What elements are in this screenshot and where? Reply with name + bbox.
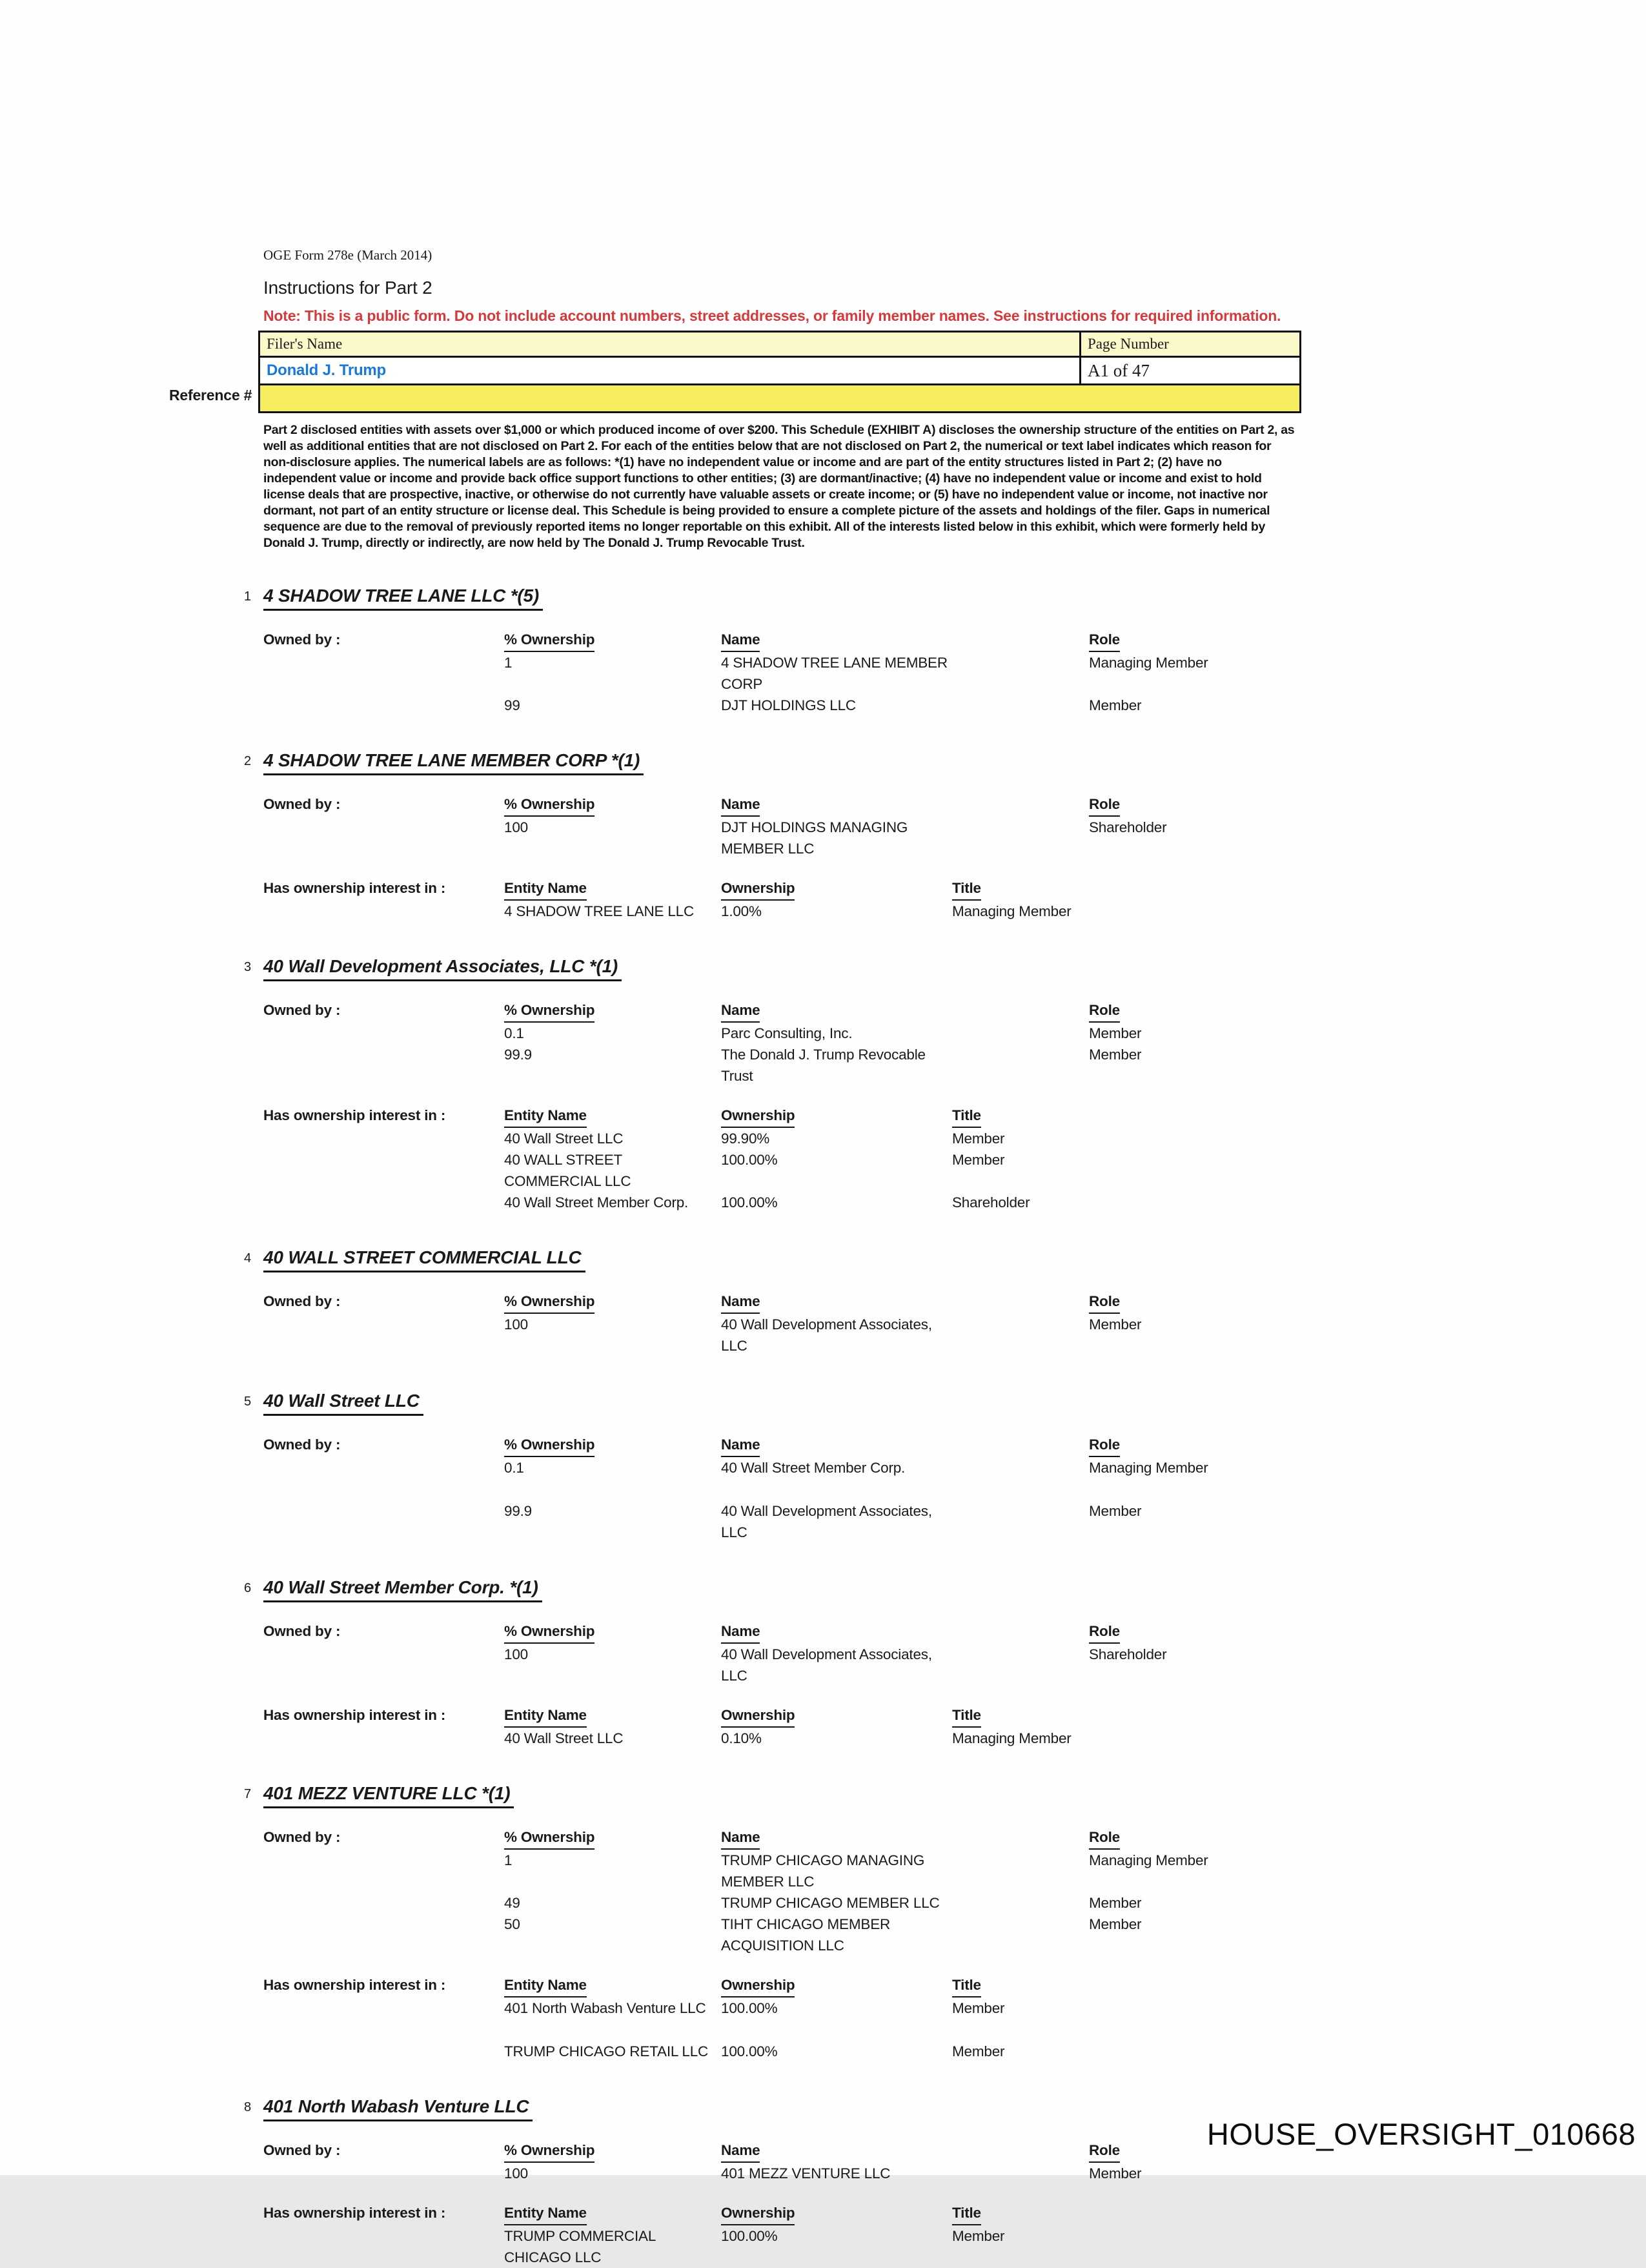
document-content bbox=[169, 247, 1297, 2268]
ownership-pct: 100.00% bbox=[721, 1194, 778, 1211]
column-header-role bbox=[1089, 1826, 1297, 1850]
owner-role: Member bbox=[1089, 1025, 1142, 1041]
column-header-ownership bbox=[721, 1105, 952, 1128]
owned-by-label: Owned by : bbox=[263, 1436, 341, 1453]
form-number: OGE Form 278e (March 2014) bbox=[263, 247, 432, 263]
pct-ownership-value: 50 bbox=[504, 1916, 520, 1932]
owner-name: 4 SHADOW TREE LANE MEMBER CORP bbox=[721, 655, 948, 692]
owner-name-cell bbox=[721, 2163, 1089, 2184]
ownership-row bbox=[263, 2163, 1297, 2184]
column-header-entity-name-text: Entity Name bbox=[504, 1704, 587, 1728]
owned-by-header-row bbox=[263, 1291, 1297, 1314]
section-title-row bbox=[244, 750, 1297, 775]
column-header-title-text: Title bbox=[952, 1704, 981, 1728]
column-header-title bbox=[952, 1974, 1297, 1997]
entity-name-cell bbox=[504, 901, 721, 922]
column-header-entity-name-text: Entity Name bbox=[504, 1974, 587, 1997]
column-header-name bbox=[721, 629, 1089, 652]
ownership-row bbox=[263, 1850, 1297, 1892]
row-spacer bbox=[263, 1997, 504, 2019]
entity-section bbox=[244, 750, 1297, 922]
row-spacer bbox=[263, 2225, 504, 2268]
ownership-row bbox=[263, 1500, 1297, 1543]
column-header-name bbox=[721, 1434, 1089, 1457]
column-header-pct-ownership-text: % Ownership bbox=[504, 1620, 594, 1644]
owned-by-header-row bbox=[263, 1826, 1297, 1850]
row-spacer bbox=[263, 695, 504, 716]
ownership-row bbox=[263, 1314, 1297, 1356]
entity-section bbox=[244, 1247, 1297, 1356]
column-header-ownership bbox=[721, 877, 952, 901]
entity-name: 40 Wall Street LLC bbox=[504, 1130, 624, 1147]
column-header-pct-ownership-text: % Ownership bbox=[504, 629, 594, 652]
column-header-ownership bbox=[721, 1704, 952, 1728]
column-header-role bbox=[1089, 1620, 1297, 1644]
owner-role: Member bbox=[1089, 1503, 1142, 1519]
interest-row bbox=[263, 1728, 1297, 1749]
pct-ownership-value: 99.9 bbox=[504, 1047, 532, 1063]
column-header-role-text: Role bbox=[1089, 1620, 1120, 1644]
owner-name: TRUMP CHICAGO MEMBER LLC bbox=[721, 1895, 940, 1911]
row-spacer bbox=[263, 1457, 504, 1478]
owner-name: The Donald J. Trump Revocable Trust bbox=[721, 1047, 926, 1084]
section-title-row bbox=[244, 2096, 1297, 2121]
section-title-row bbox=[244, 1577, 1297, 1602]
owner-role: Managing Member bbox=[1089, 1460, 1208, 1476]
owner-role: Shareholder bbox=[1089, 1646, 1167, 1662]
entity-name: 40 WALL STREET COMMERCIAL LLC bbox=[504, 1152, 631, 1189]
ownership-row bbox=[263, 1457, 1297, 1478]
has-interest-header-row bbox=[263, 1974, 1297, 1997]
column-header-pct-ownership-text: % Ownership bbox=[504, 999, 594, 1023]
owner-name: DJT HOLDINGS MANAGING MEMBER LLC bbox=[721, 819, 908, 857]
column-header-role-text: Role bbox=[1089, 1826, 1120, 1850]
column-header-pct-ownership bbox=[504, 1620, 721, 1644]
pct-ownership-value: 100 bbox=[504, 1646, 528, 1662]
column-header-ownership-text: Ownership bbox=[721, 1974, 795, 1997]
column-header-ownership-text: Ownership bbox=[721, 2202, 795, 2225]
section-number: 4 bbox=[244, 1251, 251, 1265]
owner-name-cell bbox=[721, 1500, 1089, 1543]
row-spacer bbox=[263, 1044, 504, 1087]
entity-name: 401 North Wabash Venture LLC bbox=[504, 2000, 706, 2016]
row-spacer bbox=[263, 1149, 504, 1192]
column-header-title-text: Title bbox=[952, 2202, 981, 2225]
owned-by-header-row bbox=[263, 629, 1297, 652]
column-header-pct-ownership-text: % Ownership bbox=[504, 1434, 594, 1457]
owner-name: TIHT CHICAGO MEMBER ACQUISITION LLC bbox=[721, 1916, 891, 1954]
section-title-row bbox=[244, 1390, 1297, 1416]
reference-number-field bbox=[259, 385, 1301, 413]
column-header-pct-ownership bbox=[504, 1434, 721, 1457]
has-interest-label: Has ownership interest in : bbox=[263, 1707, 446, 1723]
column-header-name bbox=[721, 999, 1089, 1023]
column-header-entity-name-text: Entity Name bbox=[504, 1105, 587, 1128]
ownership-pct: 100.00% bbox=[721, 1152, 778, 1168]
has-interest-header-row bbox=[263, 877, 1297, 901]
has-interest-header-row bbox=[263, 1704, 1297, 1728]
pct-ownership-value: 99.9 bbox=[504, 1503, 532, 1519]
title-value: Member bbox=[952, 2228, 1005, 2244]
owned-by-label: Owned by : bbox=[263, 631, 341, 648]
owner-role: Managing Member bbox=[1089, 1852, 1208, 1868]
section-number: 3 bbox=[244, 960, 251, 974]
owner-name: 40 Wall Development Associates, LLC bbox=[721, 1646, 932, 1684]
section-title: 40 Wall Street LLC bbox=[263, 1390, 423, 1416]
column-header-role bbox=[1089, 999, 1297, 1023]
column-header-name-text: Name bbox=[721, 1291, 760, 1314]
column-header-entity-name-text: Entity Name bbox=[504, 2202, 587, 2225]
row-spacer bbox=[263, 1192, 504, 1213]
section-number: 7 bbox=[244, 1787, 251, 1801]
owner-name-cell bbox=[721, 1023, 1089, 1044]
column-header-role-text: Role bbox=[1089, 1434, 1120, 1457]
ownership-pct: 99.90% bbox=[721, 1130, 770, 1147]
column-header-role-text: Role bbox=[1089, 793, 1120, 817]
row-spacer bbox=[263, 1314, 504, 1356]
entity-name-cell bbox=[504, 2225, 721, 2268]
owner-role: Member bbox=[1089, 2165, 1142, 2181]
row-spacer bbox=[263, 1644, 504, 1686]
entity-name-cell bbox=[504, 2041, 721, 2062]
page-title: Instructions for Part 2 bbox=[263, 278, 432, 298]
column-header-name-text: Name bbox=[721, 1826, 760, 1850]
ownership-pct: 1.00% bbox=[721, 903, 762, 919]
entity-section bbox=[244, 1783, 1297, 2062]
has-interest-label: Has ownership interest in : bbox=[263, 1977, 446, 1993]
has-interest-label: Has ownership interest in : bbox=[263, 880, 446, 896]
column-header-entity-name bbox=[504, 1105, 721, 1128]
column-header-role-text: Role bbox=[1089, 999, 1120, 1023]
row-spacer bbox=[263, 1023, 504, 1044]
owner-name-cell bbox=[721, 1314, 1089, 1356]
title-value: Member bbox=[952, 2043, 1005, 2059]
entity-section bbox=[244, 1577, 1297, 1749]
owner-name-cell bbox=[721, 1850, 1089, 1892]
column-header-ownership-text: Ownership bbox=[721, 1105, 795, 1128]
page-number-value: A1 of 47 bbox=[1088, 360, 1150, 380]
owner-name-cell bbox=[721, 1914, 1089, 1956]
owner-name: TRUMP CHICAGO MANAGING MEMBER LLC bbox=[721, 1852, 925, 1890]
ownership-pct: 100.00% bbox=[721, 2043, 778, 2059]
owner-name-cell bbox=[721, 652, 1089, 695]
owner-name-cell bbox=[721, 1644, 1089, 1686]
ownership-row bbox=[263, 1044, 1297, 1087]
owner-name: 40 Wall Development Associates, LLC bbox=[721, 1316, 932, 1354]
row-spacer bbox=[263, 2163, 504, 2184]
owned-by-label: Owned by : bbox=[263, 1829, 341, 1845]
has-interest-label: Has ownership interest in : bbox=[263, 1107, 446, 1123]
owner-role: Member bbox=[1089, 697, 1142, 713]
section-title: 40 Wall Development Associates, LLC *(1) bbox=[263, 955, 622, 981]
interest-row bbox=[263, 1149, 1297, 1192]
column-header-ownership-text: Ownership bbox=[721, 877, 795, 901]
column-header-title-text: Title bbox=[952, 877, 981, 901]
owned-by-header-row bbox=[263, 1434, 1297, 1457]
entity-name-cell bbox=[504, 1149, 721, 1192]
pct-ownership-value: 100 bbox=[504, 1316, 528, 1333]
bates-number: HOUSE_OVERSIGHT_010668 bbox=[1206, 2117, 1636, 2151]
owned-by-header-row bbox=[263, 2140, 1297, 2163]
column-header-entity-name bbox=[504, 1974, 721, 1997]
entity-name: TRUMP COMMERCIAL CHICAGO LLC bbox=[504, 2228, 656, 2265]
section-title: 4 SHADOW TREE LANE MEMBER CORP *(1) bbox=[263, 750, 644, 775]
column-header-name-text: Name bbox=[721, 999, 760, 1023]
pct-ownership-value: 1 bbox=[504, 1852, 513, 1868]
entity-section bbox=[244, 955, 1297, 1213]
entity-name-cell bbox=[504, 1997, 721, 2019]
column-header-pct-ownership bbox=[504, 2140, 721, 2163]
section-number: 8 bbox=[244, 2100, 251, 2114]
column-header-pct-ownership-text: % Ownership bbox=[504, 2140, 594, 2163]
column-header-title bbox=[952, 1105, 1297, 1128]
owner-role: Shareholder bbox=[1089, 819, 1167, 835]
title-value: Managing Member bbox=[952, 1730, 1072, 1746]
entity-name: TRUMP CHICAGO RETAIL LLC bbox=[504, 2043, 709, 2059]
filer-table-wrap bbox=[169, 331, 1297, 413]
column-header-pct-ownership bbox=[504, 1291, 721, 1314]
column-header-role bbox=[1089, 629, 1297, 652]
has-interest-label: Has ownership interest in : bbox=[263, 2205, 446, 2221]
entity-section bbox=[244, 585, 1297, 716]
column-header-name-text: Name bbox=[721, 2140, 760, 2163]
owner-role: Managing Member bbox=[1089, 655, 1208, 671]
ownership-row bbox=[263, 1023, 1297, 1044]
entity-name: 40 Wall Street LLC bbox=[504, 1730, 624, 1746]
column-header-role bbox=[1089, 1434, 1297, 1457]
column-header-pct-ownership bbox=[504, 629, 721, 652]
column-header-name bbox=[721, 2140, 1089, 2163]
entity-section bbox=[244, 2096, 1297, 2268]
ownership-row bbox=[263, 652, 1297, 695]
ownership-pct: 0.10% bbox=[721, 1730, 762, 1746]
section-title-row bbox=[244, 1783, 1297, 1808]
row-spacer bbox=[263, 901, 504, 922]
interest-row bbox=[263, 2041, 1297, 2062]
intro-paragraph: Part 2 disclosed entities with assets over $1,000 or which produced income of over $200. This Schedule (EXHIBIT A) discloses the ownership structure of the entities on Part 2, as well as additional entities that are not disclosed on Part 2. For each of the entities below that are not disclosed on Part 2, the numerical or text label indicates which reason for non-disclosure applies. The numerical labels are as follows: *(1) have no independent value or income and are part of the entity structures listed in Part 2; (2) have no independent value or income and provide back office support functions to other entities; (3) are dormant/inactive; (4) have no independent value or income and exist to hold license deals that are prospective, inactive, or otherwise do not currently have valuable assets or create income; or (5) have no independent value or income, not inactive nor dormant, not part of an entity structure or license deal. This Schedule is being provided to ensure a complete picture of the assets and holdings of the filer. Gaps in numerical sequence are due to the removal of previously reported items no longer reportable on this exhibit. All of the interests listed below in this exhibit, which were formerly held by Donald J. Trump, directly or indirectly, are now held by The Donald J. Trump Revocable Trust. bbox=[263, 423, 1295, 550]
row-spacer bbox=[263, 1500, 504, 1543]
entity-name-cell bbox=[504, 1728, 721, 1749]
column-header-name bbox=[721, 1826, 1089, 1850]
column-header-pct-ownership bbox=[504, 999, 721, 1023]
column-header-pct-ownership bbox=[504, 793, 721, 817]
interest-row bbox=[263, 1997, 1297, 2019]
owner-name: Parc Consulting, Inc. bbox=[721, 1025, 853, 1041]
page-number-label: Page Number bbox=[1081, 332, 1301, 357]
interest-row bbox=[263, 901, 1297, 922]
section-title: 401 North Wabash Venture LLC bbox=[263, 2096, 533, 2121]
pct-ownership-value: 49 bbox=[504, 1895, 520, 1911]
column-header-ownership-text: Ownership bbox=[721, 1704, 795, 1728]
column-header-name-text: Name bbox=[721, 793, 760, 817]
row-spacer bbox=[263, 1850, 504, 1892]
column-header-role-text: Role bbox=[1089, 629, 1120, 652]
row-spacer bbox=[263, 817, 504, 859]
public-form-note: Note: This is a public form. Do not include account numbers, street addresses, or family member names. See instructions for required information. bbox=[263, 307, 1281, 324]
section-number: 2 bbox=[244, 754, 251, 768]
filer-name-label: Filer's Name bbox=[259, 332, 1081, 357]
title-value: Shareholder bbox=[952, 1194, 1030, 1211]
title-value: Member bbox=[952, 1130, 1005, 1147]
owner-name-cell bbox=[721, 695, 1089, 716]
section-number: 6 bbox=[244, 1581, 251, 1595]
column-header-pct-ownership-text: % Ownership bbox=[504, 1291, 594, 1314]
column-header-role-text: Role bbox=[1089, 2140, 1120, 2163]
ownership-row bbox=[263, 695, 1297, 716]
row-spacer bbox=[263, 652, 504, 695]
section-number: 5 bbox=[244, 1395, 251, 1409]
column-header-title bbox=[952, 877, 1297, 901]
ownership-pct: 100.00% bbox=[721, 2228, 778, 2244]
section-title: 401 MEZZ VENTURE LLC *(1) bbox=[263, 1783, 514, 1808]
owned-by-header-row bbox=[263, 793, 1297, 817]
owner-name: 401 MEZZ VENTURE LLC bbox=[721, 2165, 891, 2181]
column-header-entity-name bbox=[504, 1704, 721, 1728]
row-spacer bbox=[263, 1914, 504, 1956]
pct-ownership-value: 99 bbox=[504, 697, 520, 713]
owner-name: 40 Wall Street Member Corp. bbox=[721, 1460, 906, 1476]
pct-ownership-value: 0.1 bbox=[504, 1460, 524, 1476]
column-header-name-text: Name bbox=[721, 629, 760, 652]
section-title-row bbox=[244, 1247, 1297, 1272]
column-header-name bbox=[721, 1291, 1089, 1314]
section-title-row bbox=[244, 585, 1297, 611]
owned-by-label: Owned by : bbox=[263, 1293, 341, 1309]
has-interest-header-row bbox=[263, 1105, 1297, 1128]
pct-ownership-value: 100 bbox=[504, 819, 528, 835]
pct-ownership-value: 100 bbox=[504, 2165, 528, 2181]
entity-name-cell bbox=[504, 1192, 721, 1213]
ownership-row bbox=[263, 1914, 1297, 1956]
pct-ownership-value: 0.1 bbox=[504, 1025, 524, 1041]
pct-ownership-value: 1 bbox=[504, 655, 513, 671]
reference-number-label: Reference # bbox=[169, 387, 252, 404]
title-value: Member bbox=[952, 1152, 1005, 1168]
column-header-entity-name bbox=[504, 877, 721, 901]
filer-table bbox=[258, 331, 1301, 413]
column-header-role-text: Role bbox=[1089, 1291, 1120, 1314]
ownership-row bbox=[263, 1892, 1297, 1914]
section-number: 1 bbox=[244, 589, 251, 604]
column-header-entity-name bbox=[504, 2202, 721, 2225]
owner-name: 40 Wall Development Associates, LLC bbox=[721, 1503, 932, 1540]
ownership-pct: 100.00% bbox=[721, 2000, 778, 2016]
owned-by-header-row bbox=[263, 999, 1297, 1023]
column-header-name-text: Name bbox=[721, 1620, 760, 1644]
owner-name: DJT HOLDINGS LLC bbox=[721, 697, 856, 713]
owned-by-header-row bbox=[263, 1620, 1297, 1644]
row-spacer bbox=[263, 1728, 504, 1749]
entity-sections bbox=[244, 585, 1297, 2268]
owned-by-label: Owned by : bbox=[263, 796, 341, 812]
entity-name: 40 Wall Street Member Corp. bbox=[504, 1194, 689, 1211]
owned-by-label: Owned by : bbox=[263, 1002, 341, 1018]
title-value: Member bbox=[952, 2000, 1005, 2016]
owner-role: Member bbox=[1089, 1895, 1142, 1911]
entity-name: 4 SHADOW TREE LANE LLC bbox=[504, 903, 695, 919]
column-header-ownership bbox=[721, 1974, 952, 1997]
column-header-pct-ownership-text: % Ownership bbox=[504, 1826, 594, 1850]
column-header-name bbox=[721, 793, 1089, 817]
interest-row bbox=[263, 1192, 1297, 1213]
column-header-name-text: Name bbox=[721, 1434, 760, 1457]
entity-name-cell bbox=[504, 1128, 721, 1149]
row-spacer bbox=[263, 1892, 504, 1914]
column-header-title bbox=[952, 2202, 1297, 2225]
owner-name-cell bbox=[721, 817, 1089, 859]
has-interest-header-row bbox=[263, 2202, 1297, 2225]
row-spacer bbox=[263, 1128, 504, 1149]
owned-by-label: Owned by : bbox=[263, 2142, 341, 2158]
column-header-title-text: Title bbox=[952, 1974, 981, 1997]
interest-row bbox=[263, 1128, 1297, 1149]
column-header-role bbox=[1089, 1291, 1297, 1314]
owner-name-cell bbox=[721, 1044, 1089, 1087]
entity-section bbox=[244, 1390, 1297, 1543]
section-title: 40 WALL STREET COMMERCIAL LLC bbox=[263, 1247, 585, 1272]
column-header-title bbox=[952, 1704, 1297, 1728]
column-header-title-text: Title bbox=[952, 1105, 981, 1128]
section-title: 4 SHADOW TREE LANE LLC *(5) bbox=[263, 585, 543, 611]
owner-role: Member bbox=[1089, 1916, 1142, 1932]
owner-role: Member bbox=[1089, 1047, 1142, 1063]
ownership-row bbox=[263, 1644, 1297, 1686]
column-header-pct-ownership bbox=[504, 1826, 721, 1850]
owner-role: Member bbox=[1089, 1316, 1142, 1333]
owner-name-cell bbox=[721, 1892, 1089, 1914]
title-value: Managing Member bbox=[952, 903, 1072, 919]
column-header-entity-name-text: Entity Name bbox=[504, 877, 587, 901]
owner-name-cell bbox=[721, 1457, 1089, 1478]
ownership-row bbox=[263, 817, 1297, 859]
column-header-ownership bbox=[721, 2202, 952, 2225]
filer-name-value: Donald J. Trump bbox=[267, 362, 387, 379]
column-header-pct-ownership-text: % Ownership bbox=[504, 793, 594, 817]
column-header-name bbox=[721, 1620, 1089, 1644]
interest-row bbox=[263, 2225, 1297, 2268]
section-title-row bbox=[244, 955, 1297, 981]
row-spacer bbox=[263, 2041, 504, 2062]
section-title: 40 Wall Street Member Corp. *(1) bbox=[263, 1577, 542, 1602]
owned-by-label: Owned by : bbox=[263, 1623, 341, 1639]
column-header-role bbox=[1089, 793, 1297, 817]
